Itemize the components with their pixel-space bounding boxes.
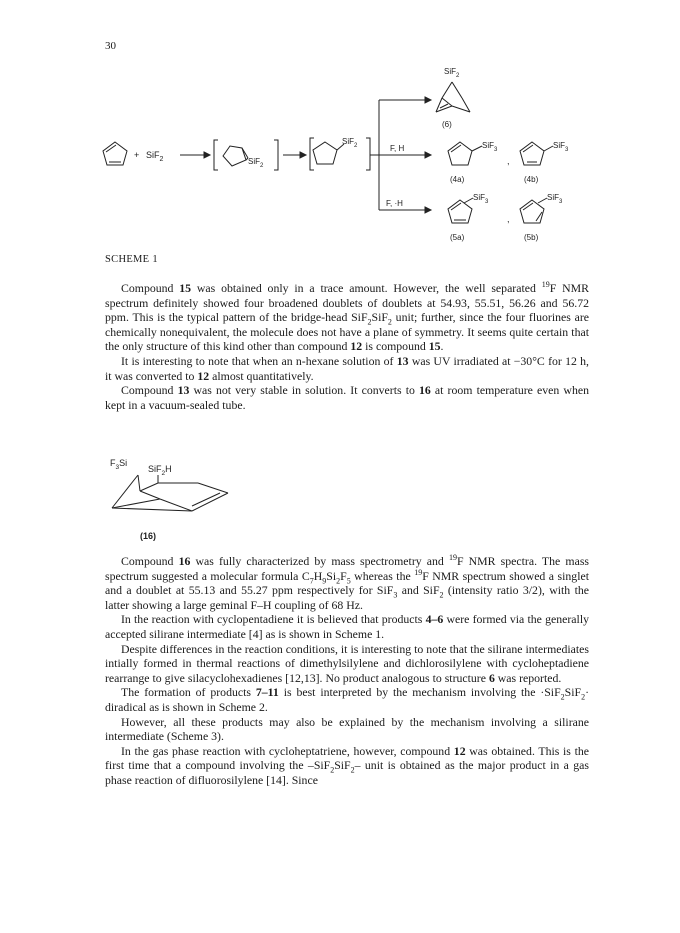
paragraph-2: It is interesting to note that when an n-hexane solution of 13 was UV irradiated at −30°C for 12 h, it was converted to 12 almost quantitatively. xyxy=(105,353,589,383)
intermediate-1-label: SiF$_2$ xyxy=(248,157,264,169)
compound-5a-structure xyxy=(448,198,473,223)
compound-5b-structure xyxy=(520,198,547,223)
compound-4b-label: (4b) xyxy=(524,175,539,184)
paragraph-9: In the gas phase reaction with cycloheptatriene, however, compound 12 was obtained. This is the first time that a compound involving the –SiF$_2$SiF$_2$– unit is obtained as the major product in a gas phase reaction of difluorosilylene [14]. Since xyxy=(105,743,590,787)
intermediate-2-label: SiF$_2$ xyxy=(342,137,358,149)
branch-reagent-fh: F, H xyxy=(390,144,405,153)
compound-4a-sif3: SiF$_3$ xyxy=(482,141,498,153)
scheme-1-diagram xyxy=(80,60,600,250)
paragraph-6: Despite differences in the reaction conditions, it is interesting to note that the silirane intermediates intially formed in thermal reactions of dimethylsilylene and dichlorosilylene with cycloheptadiene rearrange to give silacyclohexadienes [12,13]. No product analogous to structure 6 was reported. xyxy=(105,641,589,685)
text-block-2 xyxy=(105,554,589,788)
compound-6-sif2: SiF$_2$ xyxy=(444,67,460,79)
scheme-caption: SCHEME 1 xyxy=(105,254,158,265)
compound-4a-label: (4a) xyxy=(450,175,465,184)
compound-5b-label: (5b) xyxy=(524,233,539,242)
paragraph-7: The formation of products 7–11 is best interpreted by the mechanism involving the ·SiF$_2$SiF$_2$· diradical as is shown in Scheme 2. xyxy=(105,685,589,714)
paragraph-5: In the reaction with cyclopentadiene it is believed that products 4–6 were formed via the generally accepted silirane intermediate [4] as is shown in Scheme 1. xyxy=(105,612,589,641)
page-number: 30 xyxy=(105,40,116,52)
compound-16-structure xyxy=(100,453,250,545)
plus-sign: + xyxy=(134,150,140,160)
silirane-intermediate-structure xyxy=(214,140,278,170)
compound-4b-structure xyxy=(520,142,553,165)
comma: , xyxy=(507,156,510,166)
branch-reagent-fh-radical: F, ·H xyxy=(386,199,403,208)
sif2h-label: SiF$_2$H xyxy=(148,464,172,477)
paragraph-4: Compound 16 was fully characterized by mass spectrometry and $^{19}$F NMR spectra. The mass spectrum suggested a molecular formula $C_7H_9Si_2F_5$ whereas the $^{19}$F NMR spectrum showed a singlet and a doublet at 55.13 and 55.27 ppm respectively for SiF$_3$ and SiF$_2$ (intensity ratio 3/2), with the latter showing a large geminal F–H coupling of 68 Hz. xyxy=(105,553,590,612)
compound-6-structure xyxy=(436,82,470,112)
comma: , xyxy=(507,214,510,224)
compound-4a-structure xyxy=(448,142,482,165)
reagent-sif2: SiF$_2$ xyxy=(146,150,164,163)
text-block-1 xyxy=(105,281,589,412)
f3si-label: $F_3Si$ xyxy=(110,458,128,471)
diradical-intermediate-structure xyxy=(310,138,370,170)
compound-16-label: (16) xyxy=(140,531,157,541)
compound-5b-sif3: SiF$_3$ xyxy=(547,193,563,205)
paragraph-3: Compound 13 was not very stable in solution. It converts to 16 at room temperature even when kept in a vacuum-sealed tube. xyxy=(105,383,589,412)
compound-4b-sif3: SiF$_3$ xyxy=(553,141,569,153)
compound-6-label: (6) xyxy=(442,120,452,129)
paragraph-8: However, all these products may also be explained by the mechanism involving a silirane intermediate (Scheme 3). xyxy=(105,714,589,744)
paragraph-1: Compound 15 was obtained only in a trace amount. However, the well separated $^{19}$F NMR spectrum definitely showed four broadened doublets of doublets at 54.93, 55.51, 56.26 and 56.72 ppm. This is the typical pattern of the bridge-head SiF$_2$SiF$_2$ unit; further, since the four fluorines are chemically nonequivalent, the molecule does not have a plane of symmetry. It seems quite certain that the only structure of this kind other than compound 12 is compound 15. xyxy=(105,280,589,354)
cyclopentadiene-structure xyxy=(103,142,127,165)
compound-5a-sif3: SiF$_3$ xyxy=(473,193,489,205)
compound-5a-label: (5a) xyxy=(450,233,465,242)
